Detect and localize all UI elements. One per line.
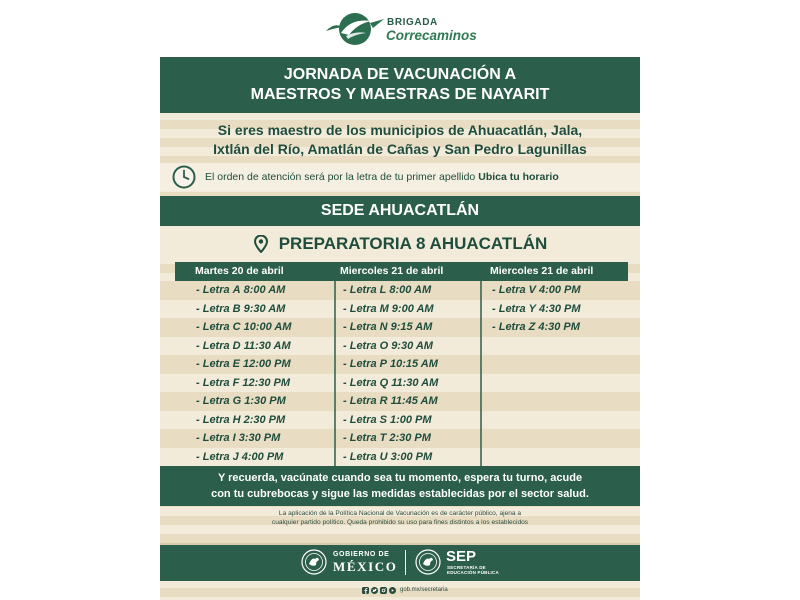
slot-prefix: - Letra [196, 413, 230, 426]
schedule-date-2: Miercoles 21 de abril [340, 265, 444, 277]
slot-prefix: - Letra [196, 450, 230, 463]
slot-letter: E [232, 358, 240, 370]
schedule-row [160, 411, 640, 430]
schedule-slot [334, 411, 480, 430]
slot-letter: C [232, 321, 241, 333]
slot-letter: H [232, 413, 241, 426]
slot-time: 8:00 AM [243, 284, 286, 296]
schedule-date-1: Martes 20 de abril [195, 265, 284, 277]
schedule-row [160, 448, 640, 467]
slot-time: 9:00 AM [391, 302, 434, 315]
schedule-row [160, 392, 640, 411]
slot-letter: T [379, 432, 387, 444]
slot-time: 4:00 PM [538, 284, 581, 296]
website-url: gob.mx/secretaria [400, 587, 448, 593]
schedule-slot [334, 318, 480, 337]
slot-letter: P [379, 358, 387, 370]
column-divider [334, 281, 336, 466]
schedule-row [160, 337, 640, 356]
schedule-slot [175, 337, 334, 356]
order-highlight: Ubica tu horario [478, 171, 559, 183]
slot-prefix: - Letra [343, 413, 377, 426]
slot-time: 10:15 AM [389, 358, 438, 370]
slot-prefix: - Letra [343, 376, 377, 389]
slot-letter: F [232, 376, 240, 389]
sep-subtitle-1: SECRETARÍA DE [447, 565, 486, 570]
schedule-header [175, 262, 628, 281]
logo-correcaminos-text: Correcaminos [386, 28, 477, 43]
slot-time: 11:30 AM [391, 376, 439, 389]
schedule-slot [175, 411, 334, 430]
title-line-2: MAESTROS Y MAESTRAS DE NAYARIT [250, 86, 550, 103]
correcaminos-logo-icon [326, 9, 384, 49]
schedule-slot [334, 374, 480, 393]
slot-time: 12:30 PM [242, 376, 291, 389]
slot-time: 8:00 AM [389, 284, 432, 296]
youtube-icon [389, 587, 396, 594]
schedule-slot [334, 448, 480, 467]
schedule-row [160, 374, 640, 393]
slot-time: 11:45 AM [390, 395, 438, 407]
slot-letter: A [232, 284, 241, 296]
schedule-slot [175, 318, 334, 337]
slot-prefix: - Letra [492, 302, 526, 315]
disclaimer-line-2: cualquier partido político. Queda prohibido su uso para fines distintos a los establecidos [271, 519, 529, 526]
sep-subtitle-2: EDUCACIÓN PÚBLICA [447, 570, 499, 575]
slot-letter: M [379, 302, 389, 315]
schedule-slot [334, 300, 480, 319]
schedule-body [160, 281, 640, 466]
twitter-icon [371, 587, 378, 594]
reminder-banner [160, 466, 640, 506]
slot-prefix: - Letra [196, 395, 230, 407]
title-banner [160, 57, 640, 113]
slot-letter: S [379, 413, 387, 426]
schedule-slot [175, 392, 334, 411]
reminder-line-1: Y recuerda, vacúnate cuando sea tu momento, espera tu turno, acude [217, 472, 583, 484]
slot-time: 1:30 PM [244, 395, 286, 407]
clock-icon [172, 165, 196, 189]
slot-prefix: - Letra [343, 302, 377, 315]
slot-letter: I [232, 432, 236, 444]
slot-letter: J [232, 450, 239, 463]
schedule-slot [480, 318, 628, 337]
slot-letter: R [379, 395, 388, 407]
slot-prefix: - Letra [196, 302, 230, 315]
slot-prefix: - Letra [343, 284, 377, 296]
sep-seal-icon [415, 549, 441, 575]
slot-prefix: - Letra [492, 321, 526, 333]
schedule-row [160, 318, 640, 337]
location-pin-icon [253, 235, 269, 253]
slot-time: 4:30 PM [538, 302, 581, 315]
schedule-slot [175, 300, 334, 319]
slot-prefix: - Letra [196, 432, 230, 444]
slot-time: 12:00 PM [242, 358, 291, 370]
slot-letter: Q [379, 376, 389, 389]
slot-letter: O [379, 339, 389, 352]
slot-prefix: - Letra [343, 358, 377, 370]
intro-line-1: Si eres maestro de los municipios de Ahuacatlán, Jala, [217, 122, 583, 138]
slot-letter: D [232, 339, 241, 352]
slot-time: 2:30 PM [389, 432, 431, 444]
order-text: El orden de atención será por la letra de tu primer apellido [205, 171, 476, 183]
slot-time: 10:00 AM [243, 321, 292, 333]
intro-line-2: Ixtlán del Río, Amatlán de Cañas y San Pedro Lagunillas [213, 141, 587, 157]
slot-letter: G [232, 395, 242, 407]
mexico-text: MÉXICO [333, 559, 398, 574]
slot-letter: B [232, 302, 241, 315]
schedule-date-3: Miercoles 21 de abril [490, 265, 594, 277]
footer-divider [405, 550, 406, 575]
slot-time: 4:00 PM [241, 450, 284, 463]
facebook-icon [362, 587, 369, 594]
order-notice [160, 163, 640, 191]
sep-text: SEP [446, 548, 477, 565]
schedule-row [160, 300, 640, 319]
schedule-slot [334, 392, 480, 411]
reminder-line-2: con tu cubrebocas y sigue las medidas establecidas por el sector salud. [211, 488, 589, 500]
schedule-slot [480, 281, 628, 300]
slot-prefix: - Letra [492, 284, 526, 296]
slot-letter: U [379, 450, 388, 463]
disclaimer [160, 509, 640, 527]
slot-letter: Y [528, 302, 536, 315]
schedule-row [160, 355, 640, 374]
schedule-slot [175, 448, 334, 467]
disclaimer-line-1: La aplicación de la Política Nacional de Vacunación es de carácter público, ajena a [278, 510, 522, 517]
schedule-slot [175, 355, 334, 374]
slot-prefix: - Letra [343, 450, 377, 463]
gobierno-seal-icon [301, 549, 327, 575]
schedule-slot [175, 429, 334, 448]
gobierno-text: GOBIERNO DE [333, 551, 390, 558]
slot-prefix: - Letra [196, 321, 230, 333]
schedule-row [160, 429, 640, 448]
schedule-slot [334, 429, 480, 448]
instagram-icon [380, 587, 387, 594]
slot-time: 11:30 AM [243, 339, 291, 352]
slot-letter: V [528, 284, 536, 296]
schedule-slot [480, 300, 628, 319]
schedule-slot [175, 374, 334, 393]
slot-prefix: - Letra [343, 339, 377, 352]
schedule-slot [334, 355, 480, 374]
slot-time: 9:30 AM [391, 339, 433, 352]
schedule-slot [334, 281, 480, 300]
venue-name: PREPARATORIA 8 AHUACATLÁN [278, 234, 548, 253]
schedule-slot [334, 337, 480, 356]
slot-prefix: - Letra [196, 376, 230, 389]
slot-prefix: - Letra [196, 284, 230, 296]
slot-letter: L [379, 284, 387, 296]
slot-prefix: - Letra [196, 358, 230, 370]
slot-letter: N [379, 321, 388, 333]
intro-text [160, 121, 640, 159]
slot-time: 3:00 PM [390, 450, 433, 463]
schedule-slot [175, 281, 334, 300]
slot-time: 4:30 PM [538, 321, 580, 333]
slot-time: 9:15 AM [390, 321, 433, 333]
slot-letter: Z [528, 321, 536, 333]
column-divider [480, 281, 482, 466]
slot-time: 3:30 PM [238, 432, 281, 444]
schedule-row [160, 281, 640, 300]
logo-brigada-text: BRIGADA [387, 17, 438, 28]
title-line-1: JORNADA DE VACUNACIÓN A [283, 66, 517, 83]
slot-time: 1:00 PM [389, 413, 432, 426]
slot-prefix: - Letra [343, 321, 377, 333]
footer-band [160, 543, 640, 581]
sede-banner: SEDE AHUACATLÁN [160, 196, 640, 226]
slot-prefix: - Letra [343, 395, 377, 407]
slot-time: 9:30 AM [243, 302, 286, 315]
slot-prefix: - Letra [196, 339, 230, 352]
slot-prefix: - Letra [343, 432, 377, 444]
venue-row [160, 228, 640, 260]
slot-time: 2:30 PM [243, 413, 286, 426]
